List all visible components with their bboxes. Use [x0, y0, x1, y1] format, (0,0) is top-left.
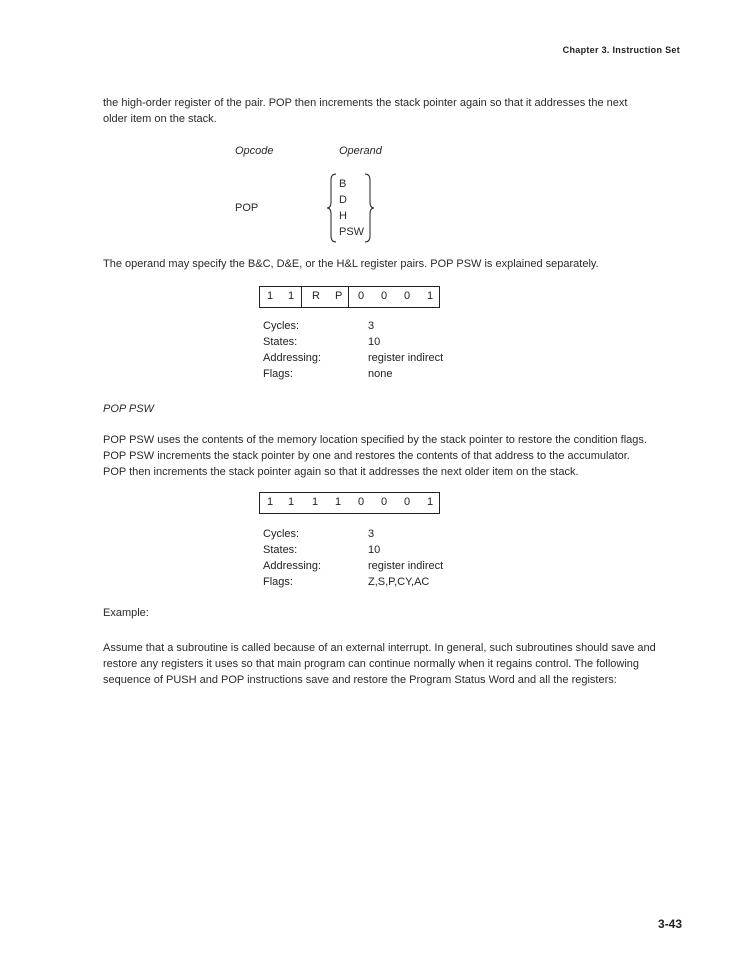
bit: 0 [381, 496, 388, 508]
intro-line-2: older item on the stack. [103, 113, 217, 125]
pop-psw-desc-1: POP PSW uses the contents of the memory location specified by the stack pointer to restore the condition flags. [103, 434, 647, 446]
bit: 0 [404, 290, 411, 302]
bit: 1 [427, 290, 434, 302]
intro-line-1: the high-order register of the pair. POP then increments the stack pointer again so that it addresses the next [103, 97, 628, 109]
example-label: Example: [103, 607, 149, 619]
spec-value: 10 [368, 336, 381, 348]
operand-note: The operand may specify the B&C, D&E, or the H&L register pairs. POP PSW is explained separately. [103, 258, 599, 270]
spec-label: Addressing: [263, 352, 322, 364]
bit: 1 [427, 496, 434, 508]
bit: 1 [288, 290, 295, 302]
pop-psw-desc-2: POP PSW increments the stack pointer by one and restores the contents of that address to the accumulator. [103, 450, 630, 462]
spec-value: none [368, 368, 393, 380]
bit: 1 [267, 496, 274, 508]
spec-value: register indirect [368, 560, 444, 572]
bit: 1 [335, 496, 342, 508]
spec-label: Flags: [263, 576, 293, 588]
chapter-header: Chapter 3. Instruction Set [562, 45, 680, 55]
spec-value: Z,S,P,CY,AC [368, 576, 430, 588]
example-line-3: sequence of PUSH and POP instructions save and restore the Program Status Word and all the registers: [103, 674, 617, 686]
spec-label: Cycles: [263, 320, 300, 332]
spec-label: States: [263, 336, 298, 348]
bit: R [312, 290, 320, 302]
spec-value: 10 [368, 544, 381, 556]
bit-divider [301, 286, 302, 308]
pop-psw-heading: POP PSW [103, 403, 154, 415]
opcode-label: Opcode [235, 145, 274, 157]
spec-label: Addressing: [263, 560, 322, 572]
bit: 0 [358, 496, 365, 508]
bit-divider [348, 286, 349, 308]
spec-value: 3 [368, 320, 375, 332]
operand-b: B [339, 178, 347, 190]
pop-psw-opcode-bits [259, 492, 440, 514]
operand-d: D [339, 194, 347, 206]
example-line-2: restore any registers it uses so that main program can continue normally when it regains control. The following [103, 658, 640, 670]
example-line-1: Assume that a subroutine is called because of an external interrupt. In general, such subroutines should save and [103, 642, 656, 654]
bit: 0 [358, 290, 365, 302]
pop-opcode-bits [259, 286, 440, 308]
left-brace-icon [326, 172, 340, 244]
bit: P [335, 290, 343, 302]
spec-value: 3 [368, 528, 375, 540]
page-number: 3-43 [657, 917, 682, 931]
operand-label: Operand [339, 145, 382, 157]
spec-label: Cycles: [263, 528, 300, 540]
bit: 0 [404, 496, 411, 508]
pop-mnemonic: POP [235, 202, 259, 214]
spec-label: States: [263, 544, 298, 556]
spec-value: register indirect [368, 352, 444, 364]
operand-h: H [339, 210, 347, 222]
bit: 0 [381, 290, 388, 302]
bit: 1 [267, 290, 274, 302]
bit: 1 [312, 496, 319, 508]
pop-psw-desc-3: POP then increments the stack pointer again so that it addresses the next older item on the stack. [103, 466, 579, 478]
operand-psw: PSW [339, 226, 365, 238]
spec-label: Flags: [263, 368, 293, 380]
bit: 1 [288, 496, 295, 508]
